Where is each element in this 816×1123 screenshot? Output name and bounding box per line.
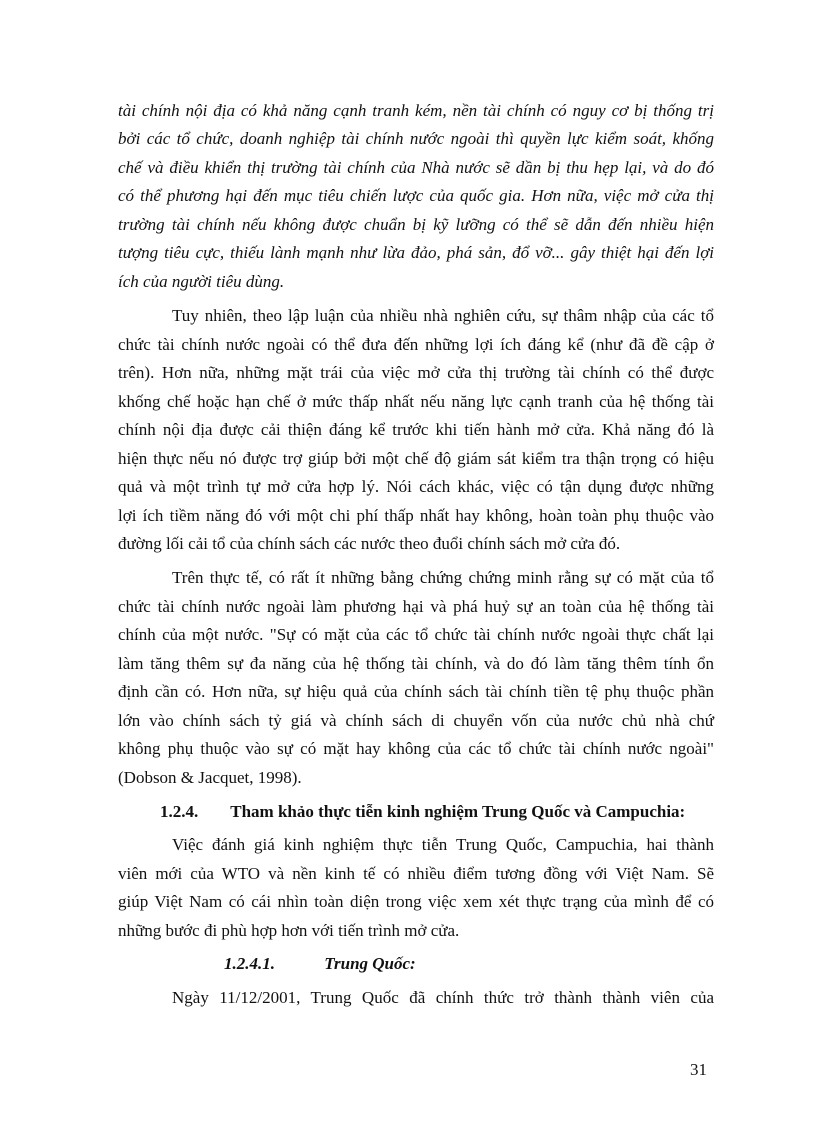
paragraph-line: (Dobson & Jacquet, 1998). [118, 768, 302, 787]
paragraph-line: không phụ thuộc vào sự có mặt hay không của các tổ chức tài chính nước ngoài" [118, 739, 714, 758]
paragraph-line: Việc đánh giá kinh nghiệm thực tiễn Trung Quốc, Campuchia, hai thành [172, 835, 714, 854]
paragraph-line: chính nội địa được cải thiện đáng kể trước khi tiến hành mở cửa. Khả năng đó là [118, 420, 714, 439]
section-number: 1.2.4. [160, 802, 199, 821]
paragraph-line: tượng tiêu cực, thiếu lành mạnh như lừa đảo, phá sản, đổ vỡ... gây thiệt hại đến lợi [118, 243, 714, 262]
subsection-heading [224, 952, 416, 976]
paragraph-line: ích của người tiêu dùng. [118, 272, 285, 291]
paragraph-line: trường tài chính nếu không được chuẩn bị kỹ lưỡng có thể sẽ dẫn đến nhiều hiện [118, 215, 714, 234]
paragraph-line: lợi ích tiềm năng đó với một chi phí thấp nhất hay không, hoàn toàn phụ thuộc vào [118, 506, 714, 525]
paragraph-line: quả và một trình tự mở cửa hợp lý. Nói cách khác, việc có tận dụng được những [118, 477, 714, 496]
paragraph-line: hiện thực nếu nó được trợ giúp bởi một chế độ giám sát kiểm tra thận trọng có hiệu [118, 449, 714, 468]
paragraph-line: trên). Hơn nữa, những mặt trái của việc mở cửa thị trường tài chính có thể được [118, 363, 714, 382]
subsection-title: Trung Quốc: [324, 954, 416, 973]
paragraph-line: có thể phương hại đến mục tiêu chiến lược của quốc gia. Hơn nữa, việc mở cửa thị [118, 186, 714, 205]
paragraph-line: tài chính nội địa có khả năng cạnh tranh kém, nền tài chính có nguy cơ bị thống trị [118, 101, 714, 120]
paragraph-line: Tuy nhiên, theo lập luận của nhiều nhà nghiên cứu, sự thâm nhập của các tổ [172, 306, 714, 325]
paragraph-line: Ngày 11/12/2001, Trung Quốc đã chính thức trở thành thành viên của [172, 988, 714, 1007]
paragraph-line: chức tài chính nước ngoài làm phương hại và phá huỷ sự an toàn của hệ thống tài [118, 597, 714, 616]
paragraph-line: định cần có. Hơn nữa, sự hiệu quả của chính sách tài chính tiền tệ phụ thuộc phần [118, 682, 714, 701]
paragraph-line: chức tài chính nước ngoài có thể đưa đến những lợi ích đáng kể (như đã đề cập ở [118, 335, 714, 354]
page-number: 31 [690, 1060, 707, 1079]
section-title: Tham khảo thực tiễn kinh nghiệm Trung Quốc và Campuchia: [230, 802, 686, 821]
paragraph-line: lớn vào chính sách tỷ giá và chính sách di chuyển vốn của nước chủ nhà chứ [118, 711, 714, 730]
paragraph-line: bởi các tổ chức, doanh nghiệp tài chính nước ngoài thì quyền lực kiểm soát, khống [118, 129, 714, 148]
section-heading [160, 800, 685, 824]
paragraph-line: khống chế hoặc hạn chế ở mức thấp nhất nếu năng lực cạnh tranh của hệ thống tài [118, 392, 714, 411]
paragraph-line: làm tăng thêm sự đa năng của hệ thống tài chính, và do đó làm tăng thêm tính ổn [118, 654, 714, 673]
paragraph-line: đường lối cải tổ của chính sách các nước theo đuổi chính sách mở cửa đó. [118, 534, 621, 553]
paragraph-line: những bước đi phù hợp hơn với tiến trình mở cửa. [118, 921, 460, 940]
paragraph-line: chính của một nước. "Sự có mặt của các tổ chức tài chính nước ngoài thực chất lại [118, 625, 714, 644]
paragraph-line: viên mới của WTO và nền kinh tế có nhiều điểm tương đồng với Việt Nam. Sẽ [118, 864, 714, 883]
paragraph-line: chế và điều khiển thị trường tài chính của Nhà nước sẽ dần bị thu hẹp lại, và do đó [118, 158, 714, 177]
paragraph-line: Trên thực tế, có rất ít những bằng chứng chứng minh rằng sự có mặt của tổ [172, 568, 714, 587]
paragraph-line: giúp Việt Nam có cái nhìn toàn diện trong việc xem xét thực trạng của mình để có [118, 892, 714, 911]
subsection-number: 1.2.4.1. [224, 954, 275, 973]
